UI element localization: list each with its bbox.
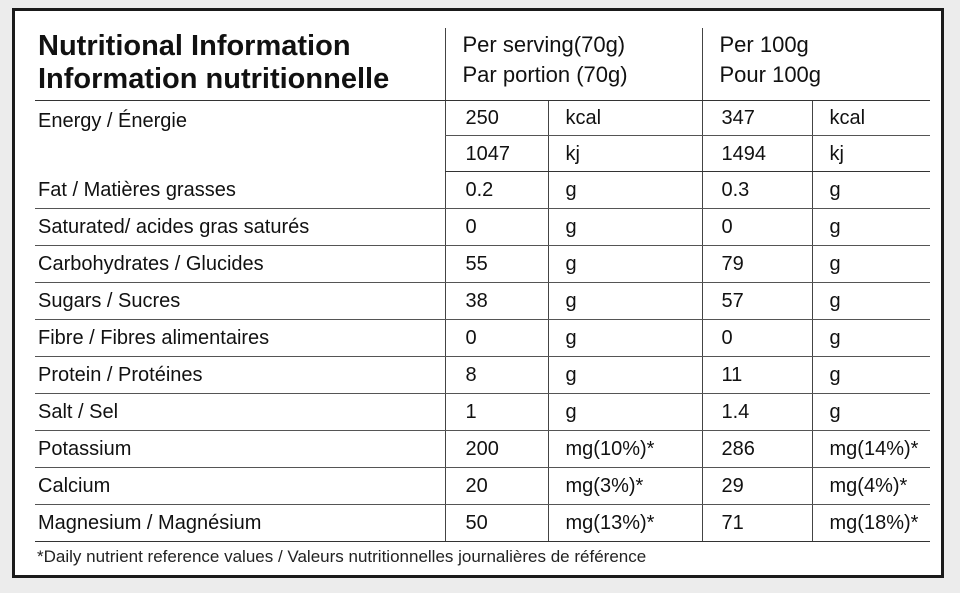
table-row	[35, 431, 930, 468]
nutrient-name: Calcium	[35, 468, 445, 505]
title-english: Nutritional Information	[38, 30, 351, 62]
per-serving-value: 20	[445, 468, 548, 505]
nutrient-name: Salt / Sel	[35, 394, 445, 431]
per-100g-value: 71	[702, 505, 812, 542]
per-100g-unit: g	[812, 394, 930, 431]
per-serving-value: 50	[445, 505, 548, 542]
per-serving-unit: mg(13%)*	[548, 505, 702, 542]
table-row	[35, 209, 930, 246]
per-serving-value: 8	[445, 357, 548, 394]
energy-kcal-unit-100: kcal	[812, 101, 930, 136]
per-100g-unit: mg(4%)*	[812, 468, 930, 505]
per-100g-value: 29	[702, 468, 812, 505]
per-100g-unit: g	[812, 246, 930, 283]
table-title	[35, 28, 445, 101]
energy-kj-serving: 1047	[445, 136, 548, 172]
per-serving-unit: g	[548, 357, 702, 394]
per-100g-value: 286	[702, 431, 812, 468]
table-row	[35, 505, 930, 542]
per-serving-value: 0.2	[445, 172, 548, 209]
per-100g-label-en: Per 100g	[719, 32, 809, 57]
energy-label: Energy / Énergie	[38, 110, 187, 132]
per-100g-value: 79	[702, 246, 812, 283]
nutrient-name: Carbohydrates / Glucides	[35, 246, 445, 283]
per-serving-value: 0	[445, 320, 548, 357]
per-100g-unit: g	[812, 172, 930, 209]
footnote: *Daily nutrient reference values / Valeurs nutritionnelles journalières de référence	[37, 547, 647, 566]
title-french: Information nutritionnelle	[38, 63, 390, 95]
nutrient-name: Potassium	[35, 431, 445, 468]
per-serving-header	[445, 28, 702, 101]
per-serving-unit: g	[548, 209, 702, 246]
per-100g-unit: g	[812, 320, 930, 357]
table-row	[35, 283, 930, 320]
nutrient-name: Fibre / Fibres alimentaires	[35, 320, 445, 357]
per-serving-unit: g	[548, 320, 702, 357]
per-100g-value: 1.4	[702, 394, 812, 431]
per-100g-unit: g	[812, 357, 930, 394]
per-100g-value: 11	[702, 357, 812, 394]
energy-kj-unit: kj	[548, 136, 702, 172]
per-serving-unit: g	[548, 283, 702, 320]
per-serving-value: 200	[445, 431, 548, 468]
table-row	[35, 394, 930, 431]
per-serving-unit: mg(10%)*	[548, 431, 702, 468]
per-100g-value: 0.3	[702, 172, 812, 209]
table-row	[35, 246, 930, 283]
nutrient-name: Sugars / Sucres	[35, 283, 445, 320]
nutrient-name: Magnesium / Magnésium	[35, 505, 445, 542]
per-100g-label-fr: Pour 100g	[719, 62, 822, 87]
energy-kcal-serving: 250	[445, 101, 548, 136]
per-serving-value: 55	[445, 246, 548, 283]
energy-kcal-unit: kcal	[548, 101, 702, 136]
table-row	[35, 320, 930, 357]
per-100g-value: 0	[702, 320, 812, 357]
per-serving-unit: mg(3%)*	[548, 468, 702, 505]
per-serving-value: 0	[445, 209, 548, 246]
per-serving-value: 38	[445, 283, 548, 320]
nutrition-panel	[12, 8, 944, 578]
per-100g-value: 0	[702, 209, 812, 246]
energy-kcal-per100: 347	[702, 101, 812, 136]
energy-kj-unit-100: kj	[812, 136, 930, 172]
per-100g-unit: g	[812, 283, 930, 320]
nutrient-name: Fat / Matières grasses	[35, 172, 445, 209]
table-row	[35, 172, 930, 209]
per-100g-value: 57	[702, 283, 812, 320]
per-serving-unit: g	[548, 172, 702, 209]
table-header-row	[35, 28, 930, 101]
per-serving-unit: g	[548, 246, 702, 283]
per-serving-value: 1	[445, 394, 548, 431]
energy-kj-per100: 1494	[702, 136, 812, 172]
per-serving-label-fr: Par portion (70g)	[462, 62, 628, 87]
energy-kcal-row	[35, 101, 930, 136]
per-serving-unit: g	[548, 394, 702, 431]
table-row	[35, 468, 930, 505]
per-100g-header	[702, 28, 930, 101]
per-serving-label-en: Per serving(70g)	[462, 32, 626, 57]
nutrient-name: Saturated/ acides gras saturés	[35, 209, 445, 246]
per-100g-unit: mg(14%)*	[812, 431, 930, 468]
per-100g-unit: mg(18%)*	[812, 505, 930, 542]
nutrient-name: Protein / Protéines	[35, 357, 445, 394]
table-row	[35, 357, 930, 394]
per-100g-unit: g	[812, 209, 930, 246]
nutrition-table	[35, 28, 930, 542]
